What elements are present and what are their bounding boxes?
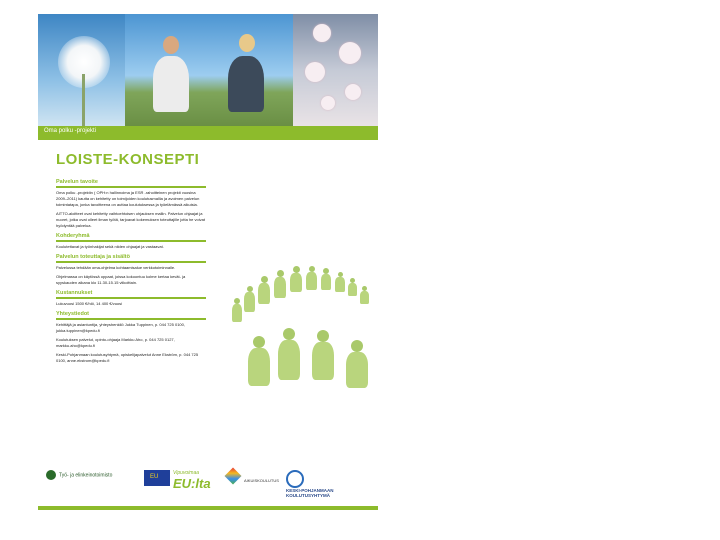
section-heading: Kohderyhmä <box>56 233 206 242</box>
blossom-flower <box>339 42 361 64</box>
blossom-flower <box>321 96 335 110</box>
aikuiskoulutus-label: AIKUISKOULUTUS <box>244 478 279 483</box>
section-paragraph: Lukuvuosi 1500 €/hlö, 14 400 €/vuosi <box>56 301 123 306</box>
ely-logo-label: Työ- ja elinkeinotoimisto <box>59 472 113 479</box>
person-figure <box>346 340 368 388</box>
section-contacts <box>56 311 206 364</box>
dandelion-photo <box>38 14 125 126</box>
section-heading: Palvelun tavoite <box>56 179 206 188</box>
person-figure <box>306 266 317 290</box>
blossom-flower <box>305 62 325 82</box>
eu-logo-label: EU <box>150 474 159 480</box>
section-paragraph: Oma polku -projektin ( OPH:n hallinnoima ja ESR -rahoitteinen projekti vuosina 2009–2011) kautta on kehitetty on toimijoiden koulutusmallia ja avoimen palvelun toimintatapa, jonka tavoitteena on auttaa koulutuksessa ja työelämässä aikuisia. <box>56 190 200 207</box>
content-column <box>56 179 206 368</box>
page-title: LOISTE-KONSEPTI <box>56 151 200 168</box>
person-figure <box>360 286 369 304</box>
man-figure <box>153 56 189 112</box>
vip-small-label: Vipuvoimaa <box>173 470 200 476</box>
caption-bar <box>38 126 378 140</box>
section-paragraph: Palvelussa tehdään oma-ohjelma kohtaamisalue verkkotoiminnalle. <box>56 265 176 270</box>
footer-green-strip <box>38 506 378 510</box>
person-figure <box>232 298 242 322</box>
vipuvoimaa-logo <box>173 470 219 491</box>
section-costs <box>56 290 206 307</box>
people-photo <box>125 14 293 126</box>
logo-footer <box>38 464 378 510</box>
section-content <box>56 254 206 286</box>
banner-caption: Oma polku -projekti <box>44 128 97 134</box>
ely-mark-icon <box>46 470 56 480</box>
section-paragraph: Koulutuksen palvelut, opinto-ohjaaja Markku Aho, p. 044 725 0127, markku.aho@kpedu.fi <box>56 337 175 348</box>
people-chain-graphic <box>228 258 378 448</box>
person-figure <box>248 336 270 386</box>
woman-figure <box>228 56 264 112</box>
person-figure <box>274 270 286 298</box>
brochure-page <box>38 14 378 510</box>
ely-logo <box>46 470 116 480</box>
blossom-flower <box>345 84 361 100</box>
blossom-flower <box>313 24 331 42</box>
section-goal <box>56 179 206 229</box>
eu-flag-logo <box>144 470 170 486</box>
person-figure <box>348 278 357 296</box>
blossom-photo <box>293 14 378 126</box>
person-figure <box>290 266 302 292</box>
section-heading: Kustannukset <box>56 290 206 299</box>
person-figure <box>258 276 270 304</box>
person-figure <box>321 268 331 290</box>
vip-big-label: EU:lta <box>173 476 211 491</box>
kpedu-logo <box>286 470 376 498</box>
man-head <box>163 36 179 54</box>
section-paragraph: Kehittäjä ja asiantuntija, yhteyshenkilö Jukka Tuppinen, p. 044 725 0100, jukka.tuppinen@kpedu.fi <box>56 322 185 333</box>
diamond-logo-icon <box>225 468 242 485</box>
woman-head <box>239 34 255 52</box>
section-paragraph: Koulutettavat ja työnhakijat sekä niiden ohjaajat ja vastaavat. <box>56 244 164 249</box>
section-heading: Palvelun toteuttaja ja sisältö <box>56 254 206 263</box>
kpedu-swirl-icon <box>286 470 304 488</box>
person-figure <box>335 272 345 292</box>
section-paragraph: Ohjelmassa on käytössä oppaat, joissa kokoontuu kolme kertaa kevät- ja syyskauden aikana klo 11.30-15.15 viikoittain. <box>56 274 186 285</box>
section-heading: Yhteystiedot <box>56 311 206 320</box>
person-figure <box>244 286 255 312</box>
section-paragraph: Keski-Pohjanmaan koulutusyhtymä, opiskelijapalvelut Anne Ekström, p. 044 725 0100, anne.ekstrom@kpedu.fi <box>56 352 199 363</box>
dandelion-stem <box>82 74 85 126</box>
person-figure <box>278 328 300 380</box>
section-target-group <box>56 233 206 250</box>
person-figure <box>312 330 334 380</box>
section-paragraph: AITTO-aloitteet ovat kehitetty vaihtoehtoisen ohjauksen mallin. Palvelun ohjaajat ja nuoret, jotka ovat olleet ilman työtä, tarjoavat kokemuksen toteuttajille jotta he voivat hyödyntää palvelua. <box>56 211 205 228</box>
kpedu-logo-label: KESKI-POHJANMAAN KOULUTUSYHTYMÄ <box>286 488 334 498</box>
